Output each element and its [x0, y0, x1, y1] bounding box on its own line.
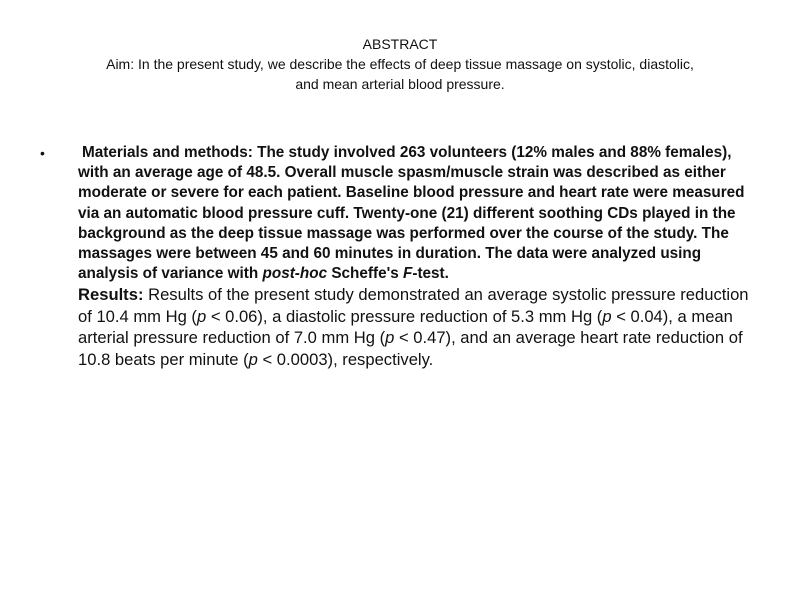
aim-line-1: Aim: In the present study, we describe the effects of deep tissue massage on systolic, diastolic, [106, 56, 694, 72]
methods-text-test: -test. [412, 265, 449, 283]
methods-text: Materials and methods: The study involved 263 volunteers (12% males and 88% females), with an average age of 48.5. Overall muscle spasm/muscle strain was described as either moderate or severe for each patient. Baseline blood pressure and heart rate were measured via an automatic blood pressure cuff. Twenty-one (21) different soothing CDs played in the background as the deep tissue massage was performed over the course of the study. The massages were between 45 and 60 minutes in duration. The data were analyzed using analysis of variance with [78, 144, 745, 283]
methods-text-scheffe: Scheffe's [327, 265, 403, 283]
results-p-1: p [196, 306, 207, 326]
results-text-2: < 0.06), a diastolic pressure reduction of 5.3 mm Hg ( [206, 306, 603, 326]
results-text-4: < 0.47), and an average heart rate reduction of 10.8 beats per minute ( [78, 328, 743, 369]
methods-italic-f: F [403, 265, 413, 283]
list-item [40, 143, 760, 370]
abstract-header [40, 34, 760, 94]
results-paragraph [78, 284, 760, 370]
bullet-icon: • [40, 145, 45, 161]
results-p-3: p [385, 328, 395, 348]
results-text-3: < 0.04), a mean arterial pressure reduction of 7.0 mm Hg ( [78, 306, 733, 348]
aim-line-2: and mean arterial blood pressure. [295, 76, 505, 92]
abstract-title: ABSTRACT [362, 36, 438, 52]
results-p-4: p [248, 349, 258, 369]
bullet-list [40, 143, 760, 370]
results-label: Results: [78, 285, 144, 305]
results-text-1: Results of the present study demonstrated an average systolic pressure reduction of 10.4 mm Hg ( [78, 285, 749, 326]
results-text-5: < 0.0003), respectively. [257, 349, 434, 369]
methods-italic-posthoc: post-hoc [262, 265, 328, 283]
methods-paragraph [78, 143, 760, 284]
results-p-2: p [602, 306, 612, 326]
